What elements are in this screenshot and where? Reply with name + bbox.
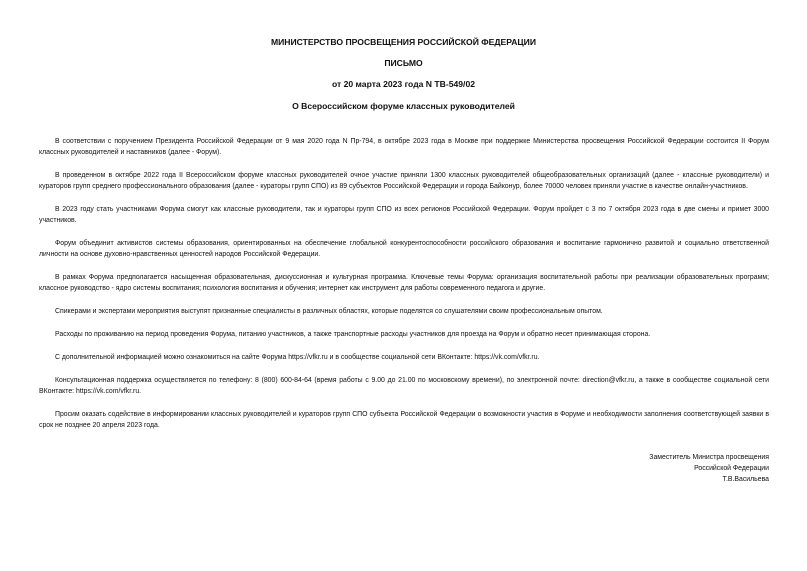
paragraph-1: В соответствии с поручением Президента Российской Федерации от 9 мая 2020 года N Пр-794, в октябре 2023 года в Москве при поддержке Министерства просвещения Российской Федерации состоится II Форум классных руководителей и наставников (далее - Форум). bbox=[39, 138, 769, 156]
signatory-position-line-2: Российской Федерации bbox=[694, 465, 769, 472]
document-type: ПИСЬМО bbox=[384, 58, 423, 68]
paragraph-7: Расходы по проживанию на период проведения Форума, питанию участников, а также транспортные расходы участников для проезда на Форум и обратно несет принимающая сторона. bbox=[55, 331, 651, 338]
paragraph-3: В 2023 году стать участниками Форума смогут как классные руководители, так и кураторы групп СПО из всех регионов Российской Федерации. Форум пройдет с 3 по 7 октября 2023 года в две смены и примет 3000 участников. bbox=[39, 206, 769, 224]
paragraph-2: В проведенном в октябре 2022 года II Всероссийском форуме классных руководителей очное участие приняли 1300 классных руководителей общеобразовательных организаций (далее - классные руководители) и кураторов групп среднего профессионального образования (далее - кураторы групп СПО) из 89 субъектов Российской Федерации и города Байконур, более 70000 человек приняли участие в качестве онлайн-участников. bbox=[39, 172, 769, 190]
letter-body bbox=[39, 136, 769, 443]
paragraph-9: Консультационная поддержка осуществляется по телефону: 8 (800) 600-84-64 (время работы с 9.00 до 21.00 по московскому времени), по электронной почте: direction@vfkr.ru, а также в сообществе социальной сети ВКонтакте: https://vk.com/vfkr.ru. bbox=[39, 377, 769, 395]
signatory-position-line-1: Заместитель Министра просвещения bbox=[649, 454, 769, 461]
paragraph-4: Форум объединит активистов системы образования, ориентированных на обеспечение глобальной конкурентоспособности российского образования и воспитание гармонично развитой и социально ответственной личности на основе духовно-нравственных ценностей народов Российской Федерации. bbox=[39, 240, 769, 258]
paragraph-10: Просим оказать содействие в информировании классных руководителей и кураторов групп СПО субъекта Российской Федерации о возможности участия в Форуме и необходимости заполнения соответствующей заявки в срок не позднее 20 апреля 2023 года. bbox=[39, 411, 769, 429]
document-date-number: от 20 марта 2023 года N ТВ-549/02 bbox=[331, 79, 476, 89]
paragraph-6: Спикерами и экспертами мероприятия выступят признанные специалисты в различных областях, которые поделятся со слушателями своим профессиональным опытом. bbox=[55, 308, 603, 315]
document-subject: О Всероссийском форуме классных руководителей bbox=[292, 101, 515, 111]
ministry-title: МИНИСТЕРСТВО ПРОСВЕЩЕНИЯ РОССИЙСКОЙ ФЕДЕРАЦИИ bbox=[270, 37, 537, 47]
signatory-name: Т.В.Васильева bbox=[722, 476, 769, 483]
signature-block bbox=[649, 452, 769, 485]
paragraph-8: С дополнительной информацией можно ознакомиться на сайте Форума https://vfkr.ru и в сообществе социальной сети ВКонтакте: https://vk.com/vfkr.ru. bbox=[55, 354, 540, 361]
paragraph-5: В рамках Форума предполагается насыщенная образовательная, дискуссионная и культурная программа. Ключевые темы Форума: организация воспитательной работы при реализации образовательных программ; классное руководство - ядро системы воспитания; психология воспитания и обучения; интернет как инструмент для работы современного педагога и другие. bbox=[39, 274, 769, 292]
